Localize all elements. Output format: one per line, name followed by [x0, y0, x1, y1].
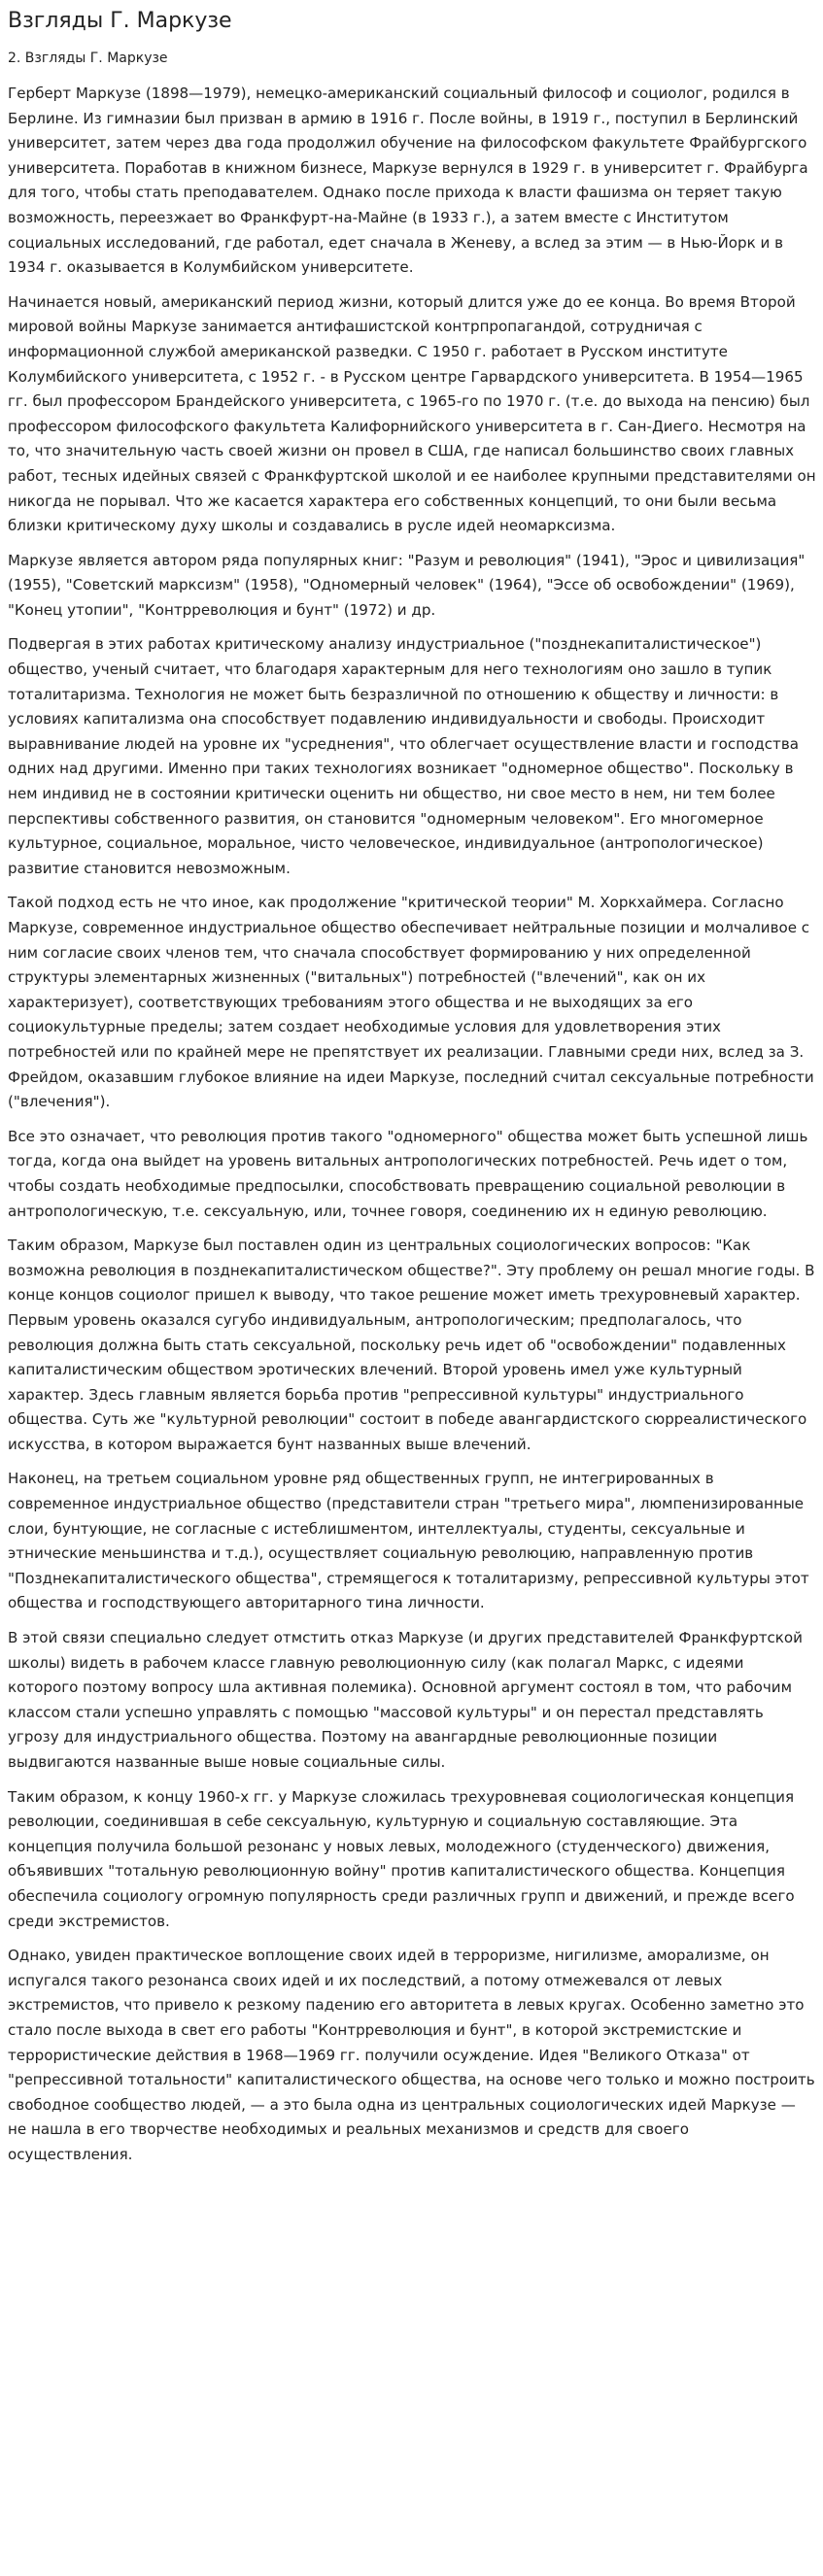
paragraph-three-levels: Таким образом, Маркузе был поставлен один из центральных социологических вопросов: "Как возможна революция в позднекапиталистическом обществе?". Эту проблему он решал многие годы. В конце концов социолог пришел к выводу, что такое решение может иметь трехуровневый характер. Первым уровень оказался сугубо индивидуальным, антропологическим; предполагалось, что революция должна быть стать сексуальной, поскольку речь идет об "освобождении" подавленных капиталистическим обществом эротических влечений. Второй уровень имел уже культурный характер. Здесь главным является борьба против "репрессивной культуры" индустриального общества. Суть же "культурной революции" состоит в победе авангардистского сюрреалистического искусства, в котором выражается бунт названных выше влечений. [8, 1237, 815, 1453]
paragraph-revolution: Все это означает, что революция против такого "одномерного" общества может быть успешной лишь тогда, когда она выйдет на уровень витальных антропологических потребностей. Речь идет о том, чтобы создать необходимые предпосылки, способствовать превращению социальной революции в антропологическую, т.е. сексуальную, или, точнее говоря, соединению их н единую революцию. [8, 1127, 808, 1220]
page-title: Взгляды Г. Маркузе [8, 9, 232, 33]
paragraph-critical-theory: Такой подход есть не что иное, как продолжение "критической теории" М. Хоркхаймера. Согласно Маркузе, современное индустриальное общество обеспечивает нейтральные позиции и молчаливое с ним согласие своих членов тем, что сначала способствует формированию у них определенной структуры элементарных жизненных ("витальных") потребностей ("влечений", как он их характеризует), соответствующих требованиям этого общества и не выходящих за его социокультурные пределы; затем создает необходимые условия для удовлетворения этих потребностей или по крайней мере не препятствует их реализации. Главными среди них, вслед за З. Фрейдом, оказавшим глубокое влияние на идеи Маркузе, последний считал сексуальные потребности ("влечения"). [8, 894, 814, 1111]
paragraph-new-left: Таким образом, к концу 1960-х гг. у Маркузе сложилась трехуровневая социологическая концепция революции, соединившая в себе сексуальную, культурную и социальную составляющие. Эта концепция получила большой резонанс у новых левых, молодежного (студенческого) движения, объявивших "тотальную революционную войну" против капиталистического общества. Концепция обеспечила социологу огромную популярность среди различных групп и движений, и прежде всего среди экстремистов. [8, 1787, 795, 1930]
paragraph-conclusion: Однако, увиден практическое воплощение своих идей в терроризме, нигилизме, аморализме, он испугался такого резонанса своих идей и их последствий, а потому отмежевался от левых экстремистов, что привело к резкому падению его авторитета в левых кругах. Особенно заметно это стало после выхода в свет его работы "Контрреволюция и бунт", в которой экстремистские и террористические действия в 1968—1969 гг. получили осуждение. Идея "Великого Отказа" от "репрессивной тотальности" капиталистического общества, на основе чего только и можно построить свободное сообщество людей, — а это была одна из центральных социологических идей Маркузе — не нашла в его творчестве необходимых и реальных механизмов и средств для своего осуществления. [8, 1947, 815, 2163]
paragraph-working-class: В этой связи специально следует отмстить отказ Маркузе (и других представителей Франкфуртской школы) видеть в рабочем классе главную революционную силу (как полагал Маркс, с идеями которого поэтому вопросу шла активная полемика). Основной аргумент состоял в том, что рабочим классом стали успешно управлять с помощью "массовой культуры" и он перестал представлять угрозу для индустриального общества. Поэтому на авангардные революционные позиции выдвигаются названные выше новые социальные силы. [8, 1629, 803, 1771]
page-subtitle: 2. Взгляды Г. Маркузе [8, 51, 168, 66]
paragraph-books: Маркузе является автором ряда популярных книг: "Разум и революция" (1941), "Эрос и цивилизация" (1955), "Советский марксизм" (1958), "Одномерный человек" (1964), "Эссе об освобождении" (1969), "Конец утопии", "Контрреволюция и бунт" (1972) и др. [8, 551, 806, 619]
paragraph-biography: Герберт Маркузе (1898—1979), немецко-американский социальный философ и социолог, родился в Берлине. Из гимназии был призван в армию в 1916 г. После войны, в 1919 г., поступил в Берлинский университет, затем через два года продолжил обучение на философском факультете Фрайбургского университета. Поработав в книжном бизнесе, Маркузе вернулся в 1929 г. в университет г. Фрайбурга для того, чтобы стать преподавателем. Однако после прихода к власти фашизма он теряет такую возможность, переезжает во Франкфурт-на-Майне (в 1933 г.), а затем вместе с Институтом социальных исследований, где работал, едет сначала в Женеву, а вслед за этим — в Нью-Йорк и в 1934 г. оказывается в Колумбийском университете. [8, 85, 808, 277]
paragraph-industrial-society: Подвергая в этих работах критическому анализу индустриальное ("позднекапиталистическое") общество, ученый считает, что благодаря характерным для него технологиям оно зашло в тупик тоталитаризма. Технология не может быть безразличной по отношению к обществу и личности: в условиях капитализма она способствует подавлению индивидуальности и свободы. Происходит выравнивание людей на уровне их "усреднения", что облегчает осуществление власти и господства одних над другими. Именно при таких технологиях возникает "одномерное общество". Поскольку в нем индивид не в состоянии критически оценить ни общество, ни свое место в нем, ни тем более перспективы собственного развития, он становится "одномерным человеком". Его многомерное культурное, социальное, моральное, чисто человеческое, индивидуальное (антропологическое) развитие становится невозможным. [8, 635, 799, 877]
paragraph-social-level: Наконец, на третьем социальном уровне ряд общественных групп, не интегрированных в современное индустриальное общество (представители стран "третьего мира", люмпенизированные слои, бунтующие, не согласные с истеблишментом, интеллектуалы, студенты, сексуальные и этнические меньшинства и т.д.), осуществляет социальную революцию, направленную против "Позднекапиталистического общества", стремящегося к тоталитаризму, репрессивной культуры этот общества и господствующего авторитарного тина личности. [8, 1470, 809, 1612]
article-body [8, 82, 818, 2168]
paragraph-american-period: Начинается новый, американский период жизни, который длится уже до ее конца. Во время Второй мировой войны Маркузе занимается антифашистской контрпропагандой, сотрудничая с информационной службой американской разведки. С 1950 г. работает в Русском институте Колумбийского университета, с 1952 г. - в Русском центре Гарвардского университета. В 1954—1965 гг. был профессором Брандейского университета, с 1965-го по 1970 г. (т.е. до выхода на пенсию) был профессором философского факультета Калифорнийского университета в г. Сан-Диего. Несмотря на то, что значительную часть своей жизни он провел в США, где написал большинство своих главных работ, тесных идейных связей с Франкфуртской школой и ее наиболее крупными представителями он никогда не порывал. Что же касается характера его собственных концепций, то они были весьма близки критическому духу школы и создавались в русле идей неомарксизма. [8, 292, 816, 535]
